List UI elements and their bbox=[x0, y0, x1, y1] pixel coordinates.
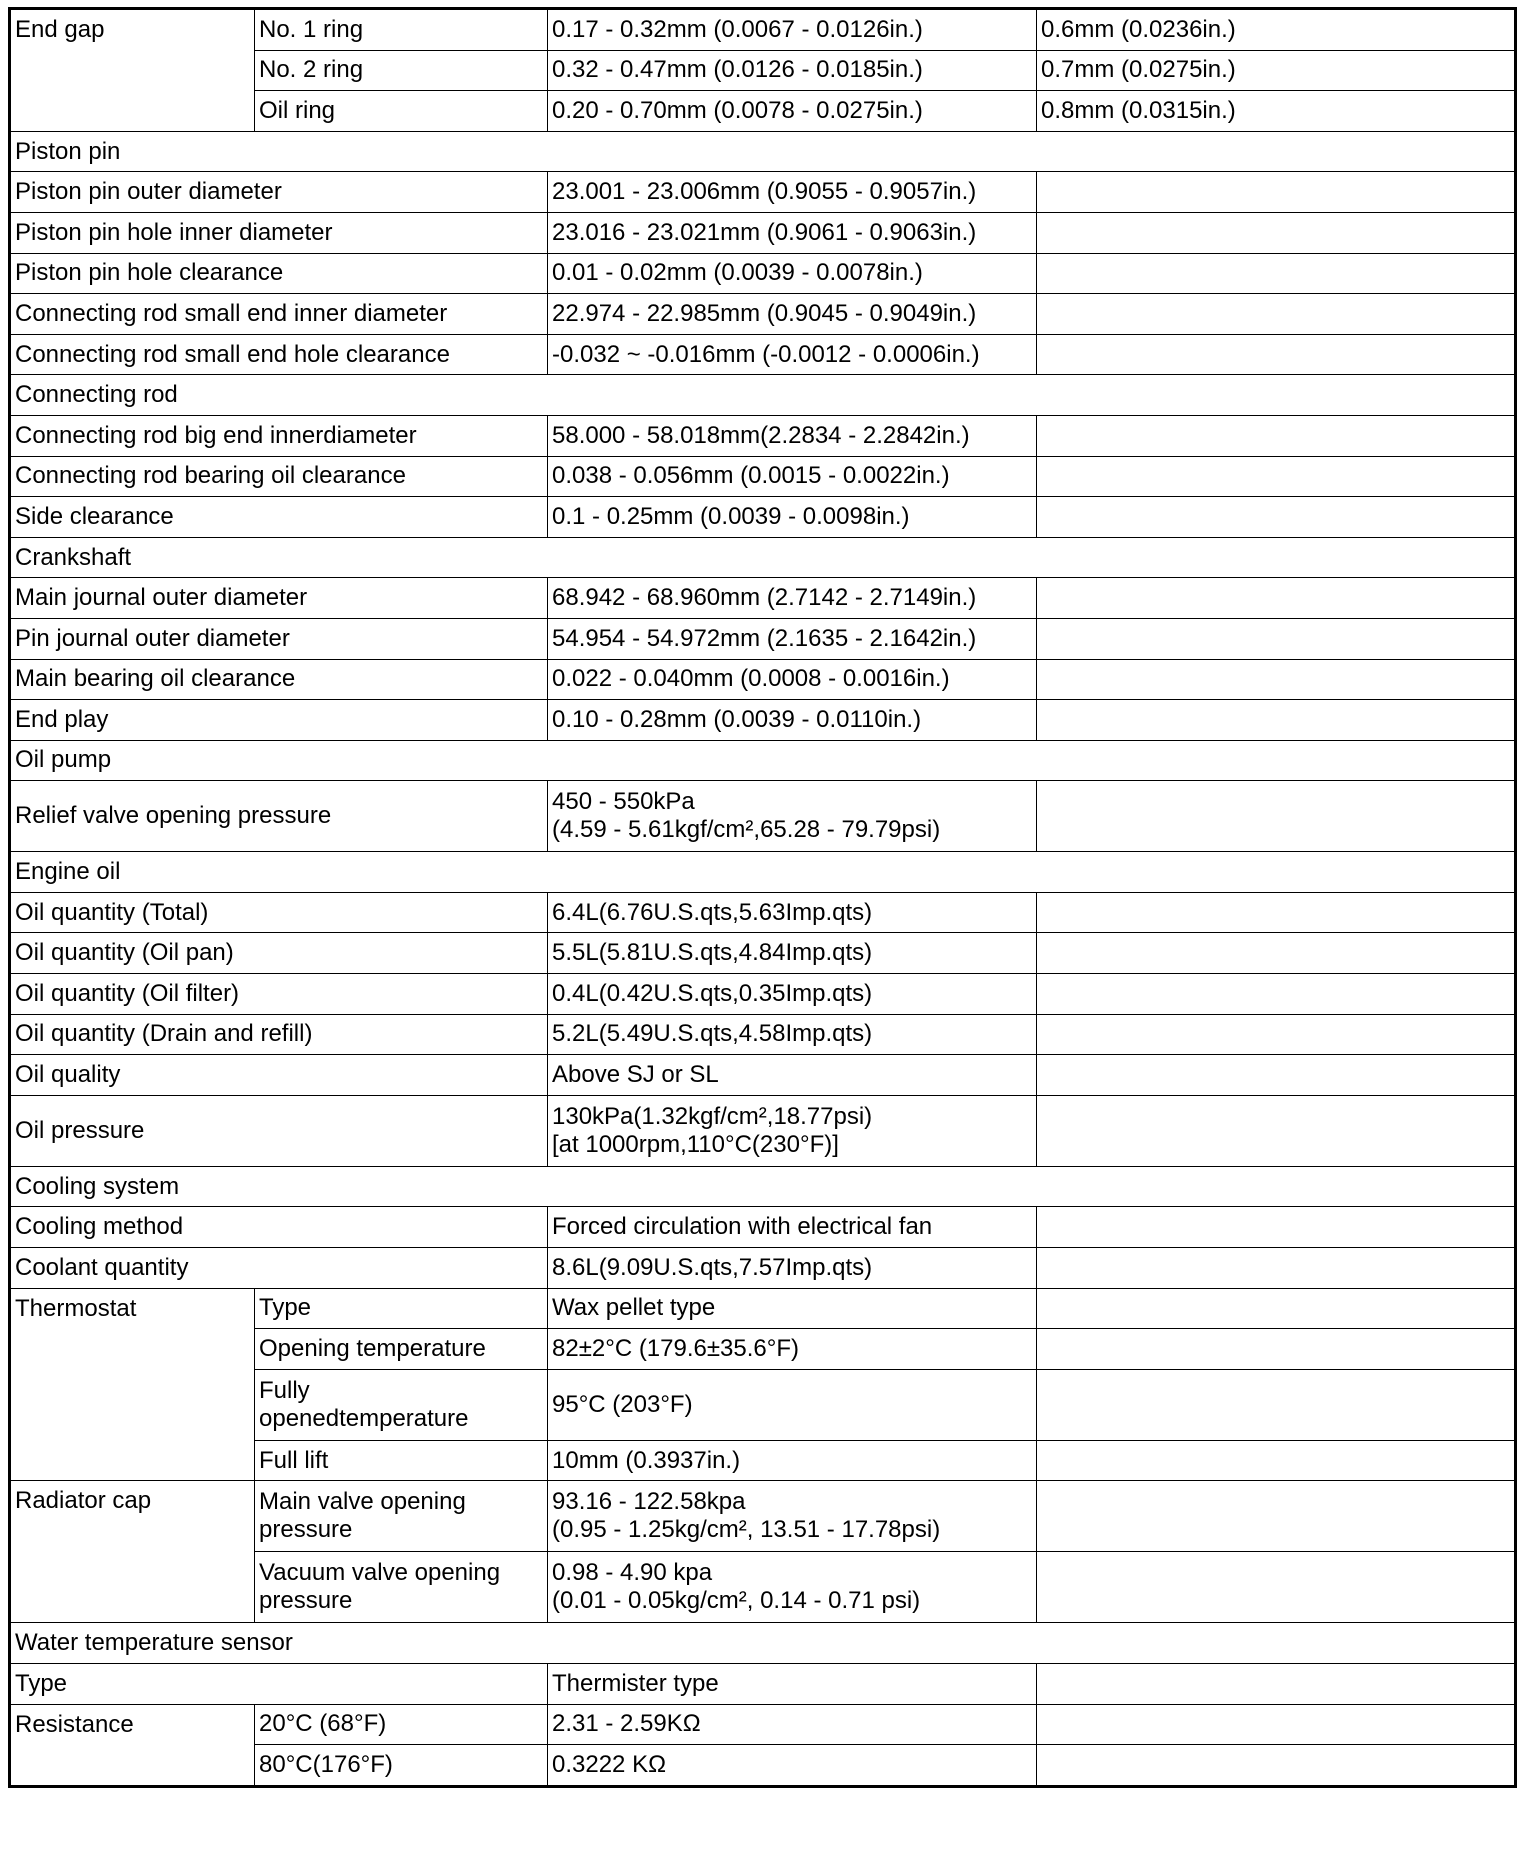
section-title-cooling-system: Cooling system bbox=[10, 1166, 1516, 1207]
limit-cell bbox=[1037, 700, 1516, 741]
item-cell: Piston pin hole clearance bbox=[10, 253, 548, 294]
spec-cell: Above SJ or SL bbox=[548, 1055, 1037, 1096]
spec-cell: 54.954 - 54.972mm (2.1635 - 2.1642in.) bbox=[548, 618, 1037, 659]
limit-cell: 0.7mm (0.0275in.) bbox=[1037, 50, 1516, 91]
spec-cell: 2.31 - 2.59KΩ bbox=[548, 1704, 1037, 1745]
limit-cell bbox=[1037, 1481, 1516, 1552]
spec-line: 450 - 550kPa bbox=[552, 788, 695, 816]
spec-cell: 95°C (203°F) bbox=[548, 1369, 1037, 1440]
section-title-connecting-rod: Connecting rod bbox=[10, 375, 1516, 416]
section-row bbox=[10, 1166, 1516, 1207]
spec-cell: 0.4L(0.42U.S.qts,0.35Imp.qts) bbox=[548, 974, 1037, 1015]
item-cell: Type bbox=[255, 1288, 548, 1329]
limit-cell bbox=[1037, 294, 1516, 335]
item-cell: Piston pin hole inner diameter bbox=[10, 212, 548, 253]
limit-cell bbox=[1037, 334, 1516, 375]
item-cell: Oil quality bbox=[10, 1055, 548, 1096]
item-cell: Pin journal outer diameter bbox=[10, 618, 548, 659]
limit-cell bbox=[1037, 1095, 1516, 1166]
limit-cell bbox=[1037, 1440, 1516, 1481]
limit-cell bbox=[1037, 578, 1516, 619]
table-row bbox=[10, 1055, 1516, 1096]
table-row bbox=[10, 253, 1516, 294]
section-title-piston-pin: Piston pin bbox=[10, 131, 1516, 172]
spec-cell bbox=[548, 1095, 1037, 1166]
spec-cell: Thermister type bbox=[548, 1664, 1037, 1705]
spec-cell: 0.10 - 0.28mm (0.0039 - 0.0110in.) bbox=[548, 700, 1037, 741]
limit-cell: 0.8mm (0.0315in.) bbox=[1037, 91, 1516, 132]
item-cell: Oil quantity (Oil filter) bbox=[10, 974, 548, 1015]
spec-cell: 0.17 - 0.32mm (0.0067 - 0.0126in.) bbox=[548, 9, 1037, 51]
item-cell: Oil quantity (Total) bbox=[10, 892, 548, 933]
limit-cell bbox=[1037, 1664, 1516, 1705]
spec-cell: 0.022 - 0.040mm (0.0008 - 0.0016in.) bbox=[548, 659, 1037, 700]
table-row bbox=[10, 700, 1516, 741]
limit-cell bbox=[1037, 781, 1516, 852]
item-cell: Oil pressure bbox=[10, 1095, 548, 1166]
radiator-cap-label: Radiator cap bbox=[10, 1481, 255, 1623]
table-row bbox=[10, 497, 1516, 538]
limit-cell bbox=[1037, 1369, 1516, 1440]
spec-cell: 0.01 - 0.02mm (0.0039 - 0.0078in.) bbox=[548, 253, 1037, 294]
limit-cell bbox=[1037, 618, 1516, 659]
item-cell: Connecting rod bearing oil clearance bbox=[10, 456, 548, 497]
item-line: Fully bbox=[259, 1376, 310, 1404]
table-row bbox=[10, 1481, 1516, 1552]
table-row bbox=[10, 9, 1516, 51]
resistance-label: Resistance bbox=[10, 1704, 255, 1786]
specification-table bbox=[8, 7, 1517, 1788]
item-cell: Full lift bbox=[255, 1440, 548, 1481]
section-row bbox=[10, 740, 1516, 781]
spec-line: (0.95 - 1.25kg/cm², 13.51 - 17.78psi) bbox=[552, 1516, 941, 1544]
table-row bbox=[10, 974, 1516, 1015]
spec-cell: 6.4L(6.76U.S.qts,5.63Imp.qts) bbox=[548, 892, 1037, 933]
item-cell: Connecting rod small end hole clearance bbox=[10, 334, 548, 375]
item-cell bbox=[255, 1552, 548, 1623]
spec-cell: 0.1 - 0.25mm (0.0039 - 0.0098in.) bbox=[548, 497, 1037, 538]
limit-cell bbox=[1037, 974, 1516, 1015]
table-row bbox=[10, 1288, 1516, 1329]
section-row bbox=[10, 375, 1516, 416]
item-cell: Cooling method bbox=[10, 1207, 548, 1248]
item-cell: Coolant quantity bbox=[10, 1248, 548, 1289]
item-cell: Oil quantity (Drain and refill) bbox=[10, 1014, 548, 1055]
limit-cell bbox=[1037, 253, 1516, 294]
item-cell bbox=[255, 1481, 548, 1552]
table-row bbox=[10, 578, 1516, 619]
limit-cell bbox=[1037, 497, 1516, 538]
table-row bbox=[10, 618, 1516, 659]
spec-cell: 23.016 - 23.021mm (0.9061 - 0.9063in.) bbox=[548, 212, 1037, 253]
section-title-engine-oil: Engine oil bbox=[10, 852, 1516, 893]
spec-cell: 8.6L(9.09U.S.qts,7.57Imp.qts) bbox=[548, 1248, 1037, 1289]
item-line: pressure bbox=[259, 1587, 353, 1615]
table-row bbox=[10, 1207, 1516, 1248]
spec-cell: 5.5L(5.81U.S.qts,4.84Imp.qts) bbox=[548, 933, 1037, 974]
spec-cell bbox=[548, 1552, 1037, 1623]
section-title-crankshaft: Crankshaft bbox=[10, 537, 1516, 578]
spec-cell: 23.001 - 23.006mm (0.9055 - 0.9057in.) bbox=[548, 172, 1037, 213]
item-cell bbox=[255, 1369, 548, 1440]
section-row bbox=[10, 131, 1516, 172]
table-row bbox=[10, 456, 1516, 497]
table-row bbox=[10, 334, 1516, 375]
limit-cell bbox=[1037, 659, 1516, 700]
limit-cell bbox=[1037, 172, 1516, 213]
spec-cell bbox=[548, 1481, 1037, 1552]
spec-cell: 82±2°C (179.6±35.6°F) bbox=[548, 1329, 1037, 1370]
end-gap-label: End gap bbox=[10, 9, 255, 132]
item-cell: Connecting rod small end inner diameter bbox=[10, 294, 548, 335]
table-row bbox=[10, 1014, 1516, 1055]
table-row bbox=[10, 1248, 1516, 1289]
spec-cell: 22.974 - 22.985mm (0.9045 - 0.9049in.) bbox=[548, 294, 1037, 335]
limit-cell bbox=[1037, 1329, 1516, 1370]
section-row bbox=[10, 1623, 1516, 1664]
spec-cell: 58.000 - 58.018mm(2.2834 - 2.2842in.) bbox=[548, 415, 1037, 456]
item-cell: No. 2 ring bbox=[255, 50, 548, 91]
item-line: openedtemperature bbox=[259, 1404, 469, 1432]
item-cell: Side clearance bbox=[10, 497, 548, 538]
limit-cell bbox=[1037, 1207, 1516, 1248]
spec-line: 93.16 - 122.58kpa bbox=[552, 1488, 746, 1516]
item-cell: Connecting rod big end innerdiameter bbox=[10, 415, 548, 456]
table-row bbox=[10, 294, 1516, 335]
item-cell: Oil ring bbox=[255, 91, 548, 132]
spec-cell bbox=[548, 781, 1037, 852]
item-cell: No. 1 ring bbox=[255, 9, 548, 51]
item-cell: 80°C(176°F) bbox=[255, 1745, 548, 1787]
limit-cell bbox=[1037, 1745, 1516, 1787]
section-row bbox=[10, 537, 1516, 578]
item-line: Vacuum valve opening bbox=[259, 1559, 501, 1587]
limit-cell bbox=[1037, 212, 1516, 253]
limit-cell bbox=[1037, 456, 1516, 497]
thermostat-label: Thermostat bbox=[10, 1288, 255, 1481]
limit-cell bbox=[1037, 892, 1516, 933]
item-cell: End play bbox=[10, 700, 548, 741]
table-row bbox=[10, 415, 1516, 456]
item-cell: Piston pin outer diameter bbox=[10, 172, 548, 213]
limit-cell: 0.6mm (0.0236in.) bbox=[1037, 9, 1516, 51]
spec-cell: 68.942 - 68.960mm (2.7142 - 2.7149in.) bbox=[548, 578, 1037, 619]
spec-line: 0.98 - 4.90 kpa bbox=[552, 1559, 713, 1587]
spec-cell: 5.2L(5.49U.S.qts,4.58Imp.qts) bbox=[548, 1014, 1037, 1055]
table-row bbox=[10, 172, 1516, 213]
spec-cell: 0.20 - 0.70mm (0.0078 - 0.0275in.) bbox=[548, 91, 1037, 132]
limit-cell bbox=[1037, 1704, 1516, 1745]
table-row bbox=[10, 212, 1516, 253]
item-cell: Opening temperature bbox=[255, 1329, 548, 1370]
spec-line: (0.01 - 0.05kg/cm², 0.14 - 0.71 psi) bbox=[552, 1587, 921, 1615]
spec-cell: 0.3222 KΩ bbox=[548, 1745, 1037, 1787]
spec-line: [at 1000rpm,110°C(230°F)] bbox=[552, 1130, 839, 1158]
section-row bbox=[10, 852, 1516, 893]
section-title-oil-pump: Oil pump bbox=[10, 740, 1516, 781]
spec-cell: Wax pellet type bbox=[548, 1288, 1037, 1329]
section-title-water-temperature-sensor: Water temperature sensor bbox=[10, 1623, 1516, 1664]
table-row bbox=[10, 1704, 1516, 1745]
item-cell: Main bearing oil clearance bbox=[10, 659, 548, 700]
limit-cell bbox=[1037, 1552, 1516, 1623]
table-row bbox=[10, 659, 1516, 700]
item-line: pressure bbox=[259, 1516, 353, 1544]
limit-cell bbox=[1037, 1014, 1516, 1055]
item-cell: Main journal outer diameter bbox=[10, 578, 548, 619]
table-row bbox=[10, 1095, 1516, 1166]
spec-line: 130kPa(1.32kgf/cm²,18.77psi) bbox=[552, 1102, 873, 1130]
spec-cell: Forced circulation with electrical fan bbox=[548, 1207, 1037, 1248]
item-cell: Oil quantity (Oil pan) bbox=[10, 933, 548, 974]
table-row bbox=[10, 933, 1516, 974]
limit-cell bbox=[1037, 1248, 1516, 1289]
table-row bbox=[10, 1664, 1516, 1705]
table-row bbox=[10, 892, 1516, 933]
limit-cell bbox=[1037, 1055, 1516, 1096]
spec-cell: 10mm (0.3937in.) bbox=[548, 1440, 1037, 1481]
item-cell: Type bbox=[10, 1664, 548, 1705]
spec-cell: 0.32 - 0.47mm (0.0126 - 0.0185in.) bbox=[548, 50, 1037, 91]
limit-cell bbox=[1037, 933, 1516, 974]
spec-cell: -0.032 ~ -0.016mm (-0.0012 - 0.0006in.) bbox=[548, 334, 1037, 375]
item-cell: Relief valve opening pressure bbox=[10, 781, 548, 852]
limit-cell bbox=[1037, 1288, 1516, 1329]
spec-line: (4.59 - 5.61kgf/cm²,65.28 - 79.79psi) bbox=[552, 816, 941, 844]
table-row bbox=[10, 781, 1516, 852]
item-cell: 20°C (68°F) bbox=[255, 1704, 548, 1745]
item-line: Main valve opening bbox=[259, 1488, 466, 1516]
limit-cell bbox=[1037, 415, 1516, 456]
spec-cell: 0.038 - 0.056mm (0.0015 - 0.0022in.) bbox=[548, 456, 1037, 497]
